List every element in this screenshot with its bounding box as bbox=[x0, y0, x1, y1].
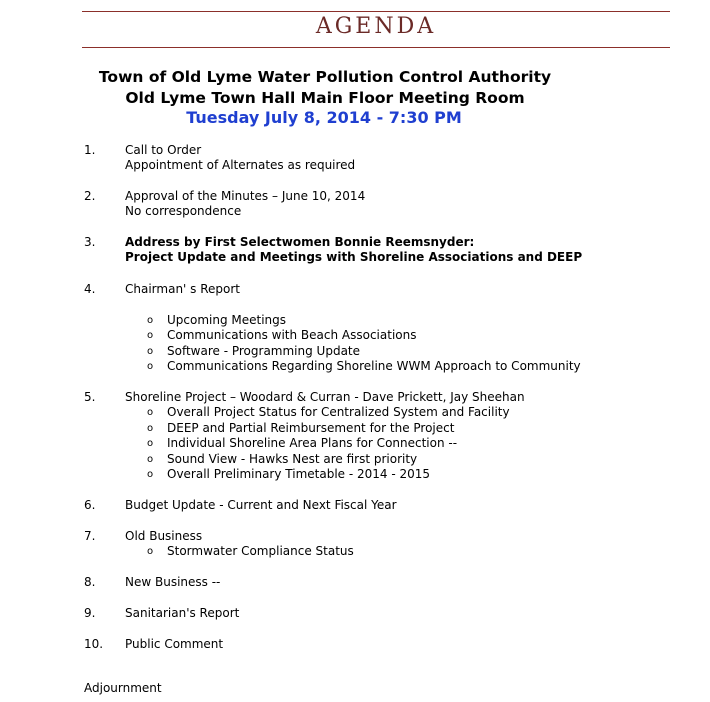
item-title: New Business -- bbox=[125, 575, 221, 589]
item-detail: Appointment of Alternates as required bbox=[125, 158, 356, 172]
item-number: 4. bbox=[84, 282, 96, 296]
item-title: Old Business bbox=[125, 529, 203, 543]
agenda-title: AGENDA bbox=[315, 14, 437, 39]
item-title: Budget Update - Current and Next Fiscal Year bbox=[125, 498, 397, 512]
bullet-icon: o bbox=[147, 315, 154, 326]
bottom-rule bbox=[82, 47, 670, 48]
item-number: 5. bbox=[84, 390, 96, 404]
meeting-location: Old Lyme Town Hall Main Floor Meeting Room bbox=[125, 89, 525, 107]
bullet-icon: o bbox=[147, 438, 154, 449]
item-number: 10. bbox=[84, 637, 104, 651]
item-number: 7. bbox=[84, 529, 96, 543]
sub-item: Stormwater Compliance Status bbox=[167, 544, 354, 558]
meeting-date: Tuesday July 8, 2014 - 7:30 PM bbox=[186, 108, 462, 127]
sub-item: Overall Project Status for Centralized System and Facility bbox=[167, 405, 510, 419]
sub-item: Individual Shoreline Area Plans for Connection -- bbox=[167, 436, 458, 450]
item-title: Call to Order bbox=[125, 143, 202, 157]
adjournment: Adjournment bbox=[84, 681, 162, 695]
bullet-icon: o bbox=[147, 454, 154, 465]
item-title: Address by First Selectwomen Bonnie Reemsnyder: bbox=[125, 235, 475, 249]
sub-item: Upcoming Meetings bbox=[167, 313, 287, 327]
item-number: 1. bbox=[84, 143, 96, 157]
bullet-icon: o bbox=[147, 546, 154, 557]
bullet-icon: o bbox=[147, 407, 154, 418]
item-number: 9. bbox=[84, 606, 96, 620]
top-rule bbox=[82, 11, 670, 12]
item-number: 6. bbox=[84, 498, 96, 512]
authority-name: Town of Old Lyme Water Pollution Control Authority bbox=[98, 68, 552, 86]
item-number: 2. bbox=[84, 189, 96, 203]
item-detail: Project Update and Meetings with Shoreline Associations and DEEP bbox=[125, 250, 583, 264]
bullet-icon: o bbox=[147, 346, 154, 357]
bullet-icon: o bbox=[147, 423, 154, 434]
item-title: Sanitarian's Report bbox=[125, 606, 240, 620]
sub-item: Communications Regarding Shoreline WWM Approach to Community bbox=[167, 359, 581, 373]
bullet-icon: o bbox=[147, 469, 154, 480]
item-number: 3. bbox=[84, 235, 96, 249]
item-title: Chairman' s Report bbox=[125, 282, 241, 296]
sub-item: DEEP and Partial Reimbursement for the Project bbox=[167, 421, 455, 435]
sub-item: Communications with Beach Associations bbox=[167, 328, 417, 342]
item-number: 8. bbox=[84, 575, 96, 589]
sub-item: Software - Programming Update bbox=[167, 344, 361, 358]
sub-item: Sound View - Hawks Nest are first priority bbox=[167, 452, 418, 466]
item-detail: No correspondence bbox=[125, 204, 242, 218]
bullet-icon: o bbox=[147, 361, 154, 372]
bullet-icon: o bbox=[147, 330, 154, 341]
item-title: Public Comment bbox=[125, 637, 224, 651]
sub-item: Overall Preliminary Timetable - 2014 - 2015 bbox=[167, 467, 431, 481]
item-title: Approval of the Minutes – June 10, 2014 bbox=[125, 189, 366, 203]
item-title: Shoreline Project – Woodard & Curran - Dave Prickett, Jay Sheehan bbox=[125, 390, 525, 404]
